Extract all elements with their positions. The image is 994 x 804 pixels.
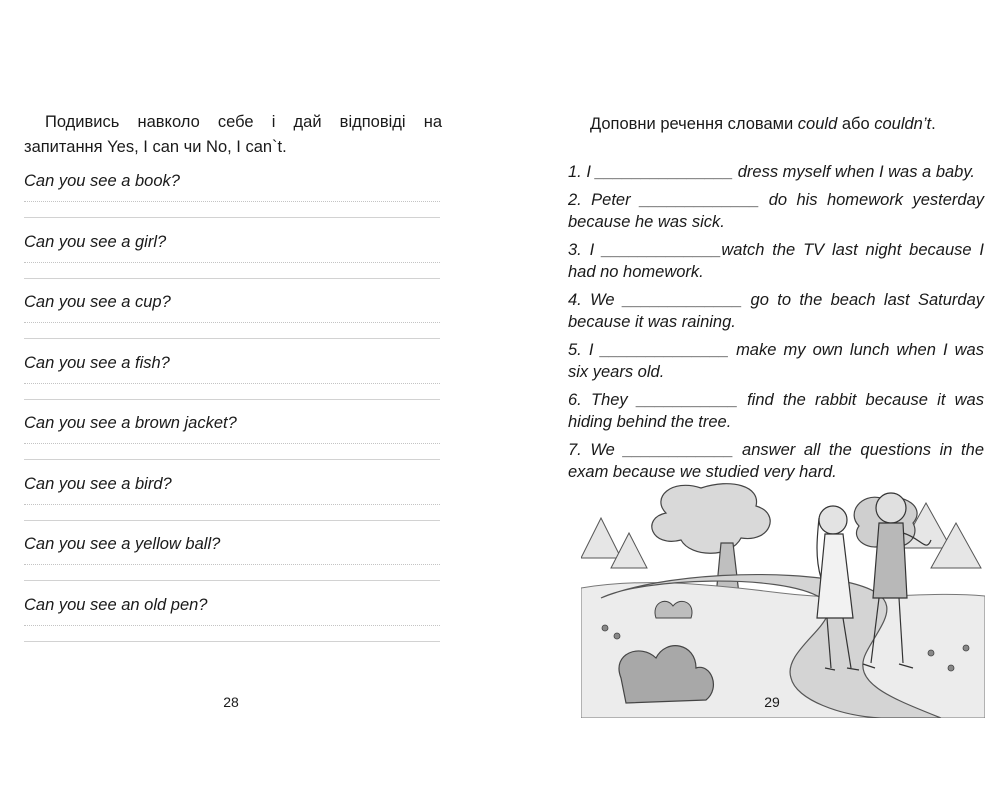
word-could: could [797, 115, 838, 133]
answer-line [24, 201, 440, 202]
answer-line [24, 338, 440, 339]
question-text: Can you see a cup? [24, 293, 171, 311]
question-text: Can you see a girl? [24, 232, 167, 251]
answer-line [24, 278, 440, 279]
question-item [24, 170, 440, 231]
answer-line [24, 217, 440, 218]
page-number: 28 [223, 694, 239, 710]
page-number: 29 [764, 694, 780, 710]
question-item [24, 473, 440, 534]
question-item [24, 352, 440, 413]
answer-line [24, 580, 440, 581]
park-illustration [581, 478, 985, 718]
answer-line [24, 383, 440, 384]
answer-line [24, 504, 440, 505]
question-item [24, 594, 440, 655]
question-text: Can you see an old pen? [24, 595, 208, 614]
answer-line [24, 399, 440, 400]
left-instruction [24, 110, 442, 160]
exercise-sentence: 3. I _____________watch the TV last night because I had no homework. [568, 241, 984, 281]
word-or: або [837, 115, 875, 133]
exercise-sentence: 1. I _______________ dress myself when I was a baby. [568, 163, 975, 181]
answer-line [24, 641, 440, 642]
question-item [24, 412, 440, 473]
question-item [24, 291, 440, 352]
exercise-sentence: 4. We _____________ go to the beach last Saturday because it was raining. [568, 291, 984, 331]
answer-line [24, 443, 440, 444]
answer-line [24, 459, 440, 460]
page-29 [497, 0, 994, 804]
answer-line [24, 322, 440, 323]
left-instruction-text: Подивись навколо себе і дай відповіді на запитання Yes, I can чи No, I can`t. [24, 113, 442, 156]
answer-line [24, 520, 440, 521]
exercise-sentence: 5. I ______________ make my own lunch when I was six years old. [568, 341, 984, 381]
exercise-sentence: 2. Peter _____________ do his homework yesterday because he was sick. [568, 191, 984, 231]
question-item [24, 533, 440, 594]
right-instruction-end: . [931, 115, 936, 133]
question-text: Can you see a brown jacket? [24, 414, 237, 432]
right-instruction-start: Доповни речення словами [590, 115, 798, 133]
right-instruction [590, 112, 980, 137]
question-list [24, 170, 440, 654]
question-text: Can you see a yellow ball? [24, 535, 221, 553]
exercise-list [568, 161, 984, 489]
question-text: Can you see a book? [24, 172, 180, 190]
word-couldnt: couldn’t [874, 115, 932, 133]
exercise-sentence: 6. They ___________ find the rabbit because it was hiding behind the tree. [568, 391, 984, 431]
question-text: Can you see a bird? [24, 474, 172, 493]
question-item [24, 231, 440, 292]
exercise-sentence: 7. We ____________ answer all the questions in the exam because we studied very hard. [568, 441, 984, 481]
answer-line [24, 625, 440, 626]
question-text: Can you see a fish? [24, 353, 170, 372]
answer-line [24, 262, 440, 263]
answer-line [24, 564, 440, 565]
